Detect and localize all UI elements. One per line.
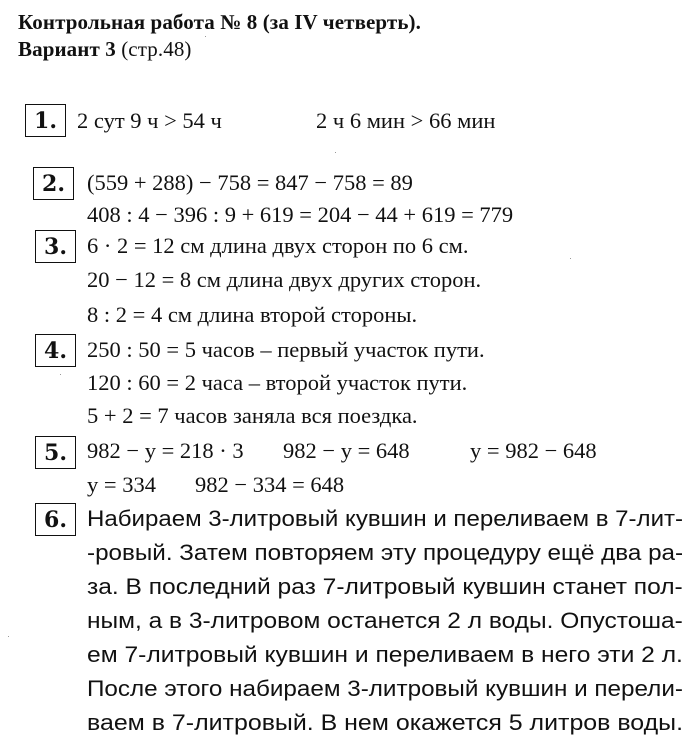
page-title: Контрольная работа № 8 (за IV четверть).: [18, 10, 421, 34]
scan-speck: [60, 374, 61, 375]
task-3-line: 8 : 2 = 4 см длина второй стороны.: [87, 302, 418, 327]
task-number-2: 2.: [33, 167, 74, 200]
task-6-line: ем 7-литровый кувшин и переливаем в него эти 2 л.: [87, 642, 683, 667]
variant-label: Вариант 3: [18, 37, 116, 61]
scan-speck: [570, 258, 571, 259]
task-4-line: 5 + 2 = 7 часов заняла вся поездка.: [87, 403, 418, 428]
task-5-equation: 982 − y = 218 · 3: [87, 438, 244, 463]
task-6-line: -ровый. Затем повторяем эту процедуру ещё два ра-: [87, 540, 684, 565]
page-reference: (стр.48): [121, 37, 192, 61]
task-6-line: ваем в 7-литровый. В нем окажется 5 литров воды.: [87, 710, 684, 735]
task-2-line: (559 + 288) − 758 = 847 − 758 = 89: [87, 170, 413, 195]
scan-speck: [205, 36, 206, 37]
task-5-equation: y = 982 − 648: [470, 438, 597, 463]
task-2-line: 408 : 4 − 396 : 9 + 619 = 204 − 44 + 619 = 779: [87, 202, 514, 227]
task-5-equation: 982 − y = 648: [283, 438, 410, 463]
task-4-line: 120 : 60 = 2 часа – второй участок пути.: [87, 370, 468, 395]
task-6-line: После этого набираем 3-литровый кувшин и перели-: [87, 676, 683, 701]
task-5-equation: y = 334: [87, 472, 156, 497]
task-5-equation: 982 − 334 = 648: [195, 472, 345, 497]
task-3-line: 6 · 2 = 12 см длина двух сторон по 6 см.: [87, 233, 469, 258]
variant-heading: [18, 37, 192, 62]
task-number-6: 6.: [35, 503, 76, 536]
scan-speck: [8, 636, 9, 637]
task-6-line: за. В последний раз 7-литровый кувшин станет пол-: [87, 574, 683, 599]
task-number-1: 1.: [25, 104, 66, 137]
scan-speck: [335, 152, 336, 153]
task-4-line: 250 : 50 = 5 часов – первый участок пути.: [87, 337, 485, 362]
task-number-5: 5.: [35, 436, 76, 469]
task-1-line: 2 сут 9 ч > 54 ч: [77, 108, 222, 133]
task-6-line: Набираем 3-литровый кувшин и переливаем в 7-лит-: [87, 506, 684, 531]
task-6-line: ным, а в 3-литровом останется 2 л воды. Опустоша-: [87, 608, 683, 633]
task-1-line: 2 ч 6 мин > 66 мин: [316, 108, 496, 133]
task-3-line: 20 − 12 = 8 см длина двух других сторон.: [87, 267, 482, 292]
task-number-4: 4.: [35, 334, 76, 367]
task-number-3: 3.: [35, 230, 76, 263]
